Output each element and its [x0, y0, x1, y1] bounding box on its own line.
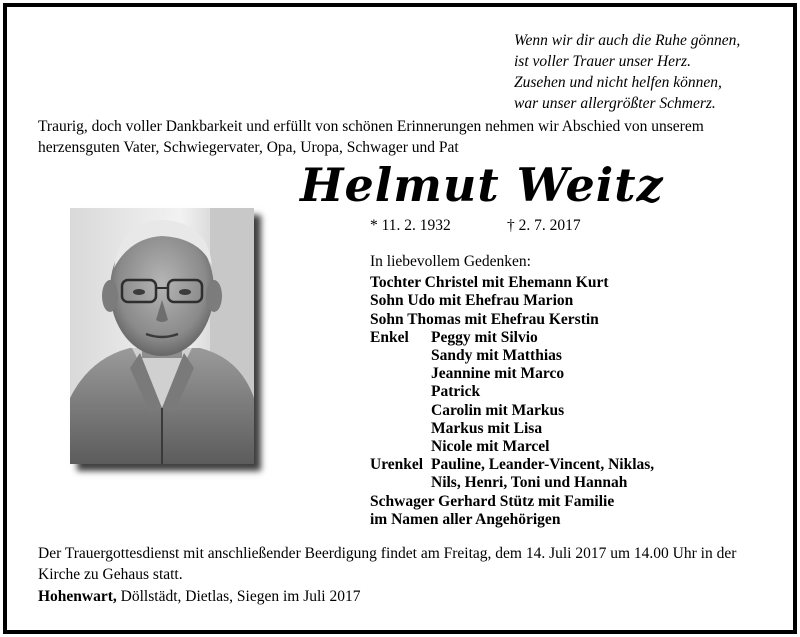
poem [514, 30, 784, 114]
place-main: Hohenwart, [38, 588, 117, 605]
life-dates [370, 216, 581, 236]
great-grandchild-entry: Pauline, Leander-Vincent, Niklas, [431, 456, 655, 474]
child-entry: Sohn Udo mit Ehefrau Marion [370, 292, 574, 310]
great-grandchildren-label: Urenkel [370, 456, 424, 474]
all-relatives-entry: im Namen aller Angehörigen [370, 510, 561, 528]
poem-line: Wenn wir dir auch die Ruhe gönnen, [514, 32, 741, 49]
grandchild-entry: Jeannine mit Marco [431, 365, 565, 383]
place-rest: Döllstädt, Dietlas, Siegen im Juli 2017 [116, 588, 361, 605]
great-grandchild-entry: Nils, Henri, Toni und Hannah [431, 474, 628, 492]
intro-text: Traurig, doch voller Dankbarkeit und erfüllt von schönen Erinnerungen nehmen wir Abschied von unserem herzensguten Vater, Schwiegervater, Opa, Uropa, Schwager und Pat [38, 118, 704, 156]
death-date: † 2. 7. 2017 [507, 217, 581, 234]
grandchild-entry: Markus mit Lisa [431, 419, 543, 437]
grandchild-entry: Sandy mit Matthias [431, 347, 562, 365]
grandchildren-label: Enkel [370, 328, 409, 346]
poem-line: war unser allergrößter Schmerz. [514, 95, 716, 112]
grandchildren-row [370, 329, 780, 347]
grandchild-entry: Nicole mit Marcel [431, 438, 550, 456]
poem-line: ist voller Trauer unser Herz. [514, 53, 691, 70]
child-entry: Sohn Thomas mit Ehefrau Kerstin [370, 310, 599, 328]
service-notice: Der Trauergottesdienst mit anschließender Beerdigung findet am Freitag, dem 14. Juli 2017 um 14.00 Uhr in der Kirche zu Gehaus statt. [38, 545, 737, 583]
brother-in-law-entry: Schwager Gerhard Stütz mit Familie [370, 492, 615, 510]
birth-date: * 11. 2. 1932 [370, 217, 451, 234]
deceased-name: Helmut Weitz [300, 158, 664, 212]
poem-line: Zusehen und nicht helfen können, [514, 74, 722, 91]
grandchild-entry: Peggy mit Silvio [431, 328, 538, 346]
grandchild-entry: Patrick [431, 383, 481, 401]
place-and-date [38, 586, 360, 607]
portrait-photo-icon [70, 208, 254, 464]
memory-heading: In liebevollem Gedenken: [370, 253, 531, 270]
great-grandchildren-row [370, 456, 780, 474]
mourners-list [370, 253, 780, 529]
child-entry: Tochter Christel mit Ehemann Kurt [370, 274, 609, 292]
grandchild-entry: Carolin mit Markus [431, 401, 565, 419]
